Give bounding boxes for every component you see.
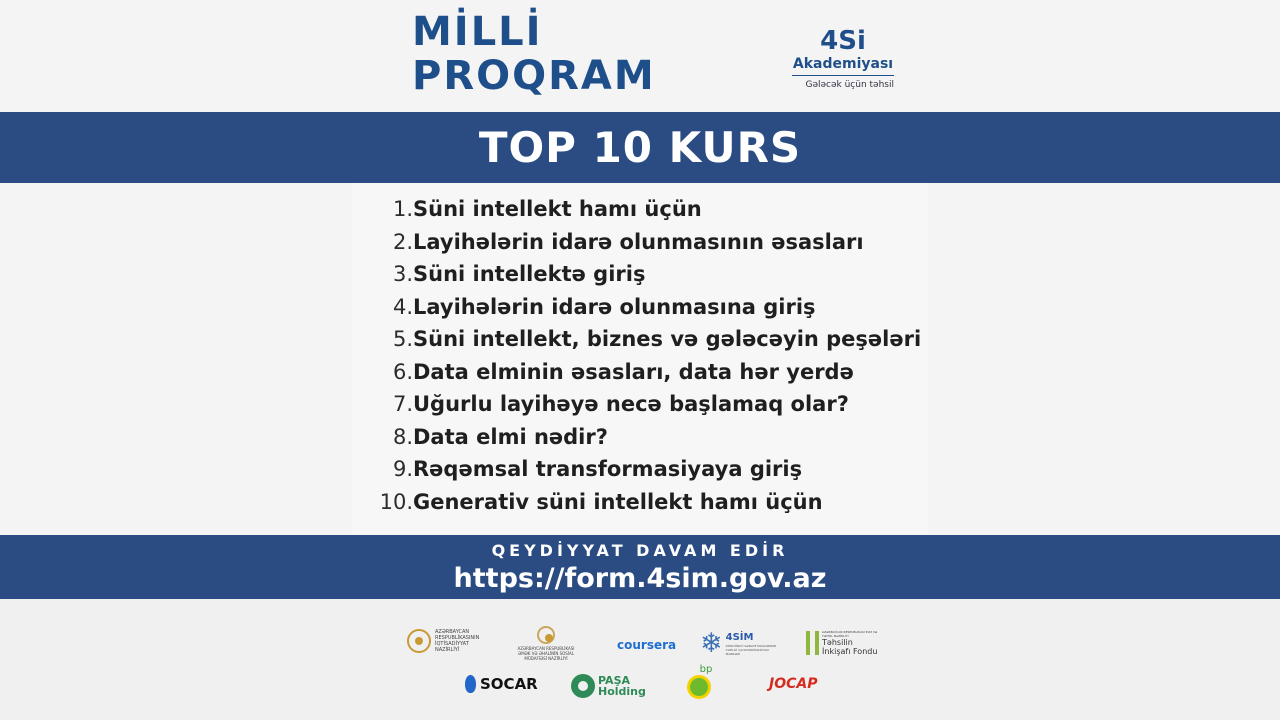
coursera-logo: [617, 638, 676, 652]
jocap-logo: [769, 676, 817, 692]
course-item: [352, 291, 928, 324]
course-number: 3.: [392, 262, 413, 287]
course-title: Layihələrin idarə olunmasının əsasları: [413, 229, 864, 254]
course-title: Süni intellektə giriş: [413, 262, 646, 287]
socar-logo: [465, 675, 538, 693]
ministry-seal-icon: [407, 629, 431, 653]
economy-ministry-label: AZƏRBAYCAN RESPUBLİKASININ İQTİSADİYYAT NAZİRLİYİ: [435, 629, 480, 653]
course-title: Süni intellekt hamı üçün: [413, 197, 702, 222]
course-item: [352, 388, 928, 421]
registration-status: QEYDİYYAT DAVAM EDİR: [491, 541, 789, 560]
jocap-label: JOCAP: [769, 676, 818, 692]
registration-link[interactable]: https://form.4sim.gov.az: [453, 563, 827, 594]
program-title-line-2: PROQRAM: [412, 53, 656, 99]
program-title-line-1: MİLLİ: [412, 9, 543, 55]
academy-tagline: Gələcək üçün təhsil: [805, 80, 894, 90]
course-item: [352, 453, 928, 486]
course-number: 2.: [392, 229, 413, 254]
fourth-industry-logo: [700, 630, 781, 657]
pasha-flower-icon: [571, 674, 595, 698]
academy-divider: [792, 75, 894, 76]
bp-label: bp: [699, 664, 713, 675]
education-fund-label: Təhsilin İnkişafı Fondu: [822, 638, 878, 656]
course-item: [352, 421, 928, 454]
pasha-label-line-2: Holding: [598, 685, 646, 698]
academy-mark: 4Si: [820, 26, 866, 56]
education-fund-icon: [806, 631, 819, 655]
academy-logo: [792, 28, 894, 91]
course-number: 4.: [392, 294, 413, 319]
education-fund-caption: AZƏRBAYCAN RESPUBLİKASI ELM VƏ TƏHSİL NAZİRLİYİ: [822, 630, 878, 638]
course-item: [352, 486, 928, 519]
header: [0, 0, 1280, 112]
course-title: Rəqəmsal transformasiyaya giriş: [413, 457, 803, 482]
ministry-emblem-icon: [537, 626, 555, 644]
program-title: [412, 10, 656, 98]
course-title: Generativ süni intellekt hamı üçün: [413, 489, 823, 514]
fourth-industry-mark: 4SİM: [725, 631, 754, 643]
course-item: [352, 356, 928, 389]
coursera-label: coursera: [617, 638, 677, 652]
course-title: Layihələrin idarə olunmasına giriş: [413, 294, 816, 319]
course-number: 9.: [392, 457, 413, 482]
labor-ministry-logo: [516, 626, 576, 661]
socar-label: SOCAR: [480, 675, 538, 693]
course-title: Süni intellekt, biznes və gələcəyin peşələri: [413, 327, 922, 352]
course-title: Data elmi nədir?: [413, 424, 608, 449]
pasha-label-line-1: PAŞA: [598, 674, 631, 687]
course-number: 7.: [392, 392, 413, 417]
course-item: [352, 226, 928, 259]
course-panel: [352, 183, 928, 535]
fourth-industry-caption: DÖRDÜNCÜ SƏNAYE İNQİLABININ TƏHLİLİ VƏ KOORDİNASİYASI MƏRKƏZİ: [725, 643, 776, 656]
education-fund-logo: [806, 630, 878, 656]
bp-logo: [685, 665, 713, 699]
course-item: [352, 258, 928, 291]
economy-ministry-logo: [407, 629, 482, 653]
title-band: [0, 112, 1280, 183]
top-courses-title: TOP 10 KURS: [478, 123, 802, 172]
snowflake-icon: ❄: [700, 628, 723, 659]
bp-helios-icon: [687, 675, 711, 699]
course-number: 5.: [392, 327, 413, 352]
course-title: Data elminin əsasları, data hər yerdə: [413, 359, 854, 384]
pasha-holding-logo: [571, 674, 646, 698]
course-number: 8.: [392, 424, 413, 449]
course-number: 6.: [392, 359, 413, 384]
course-item: [352, 323, 928, 356]
course-list: [352, 193, 928, 518]
course-title: Uğurlu layihəyə necə başlamaq olar?: [413, 392, 849, 417]
registration-band: [0, 535, 1280, 599]
course-item: [352, 193, 928, 226]
academy-name: Akademiyası: [792, 56, 894, 72]
partner-logos: [0, 599, 1280, 720]
labor-ministry-label: AZƏRBAYCAN RESPUBLİKASI ƏMƏK VƏ ƏHALİNİN SOSİAL MÜDAFİƏSİ NAZİRLİYİ: [517, 646, 575, 661]
course-number: 1.: [392, 197, 413, 222]
course-number: 10.: [379, 489, 413, 514]
socar-flame-icon: [465, 675, 476, 693]
